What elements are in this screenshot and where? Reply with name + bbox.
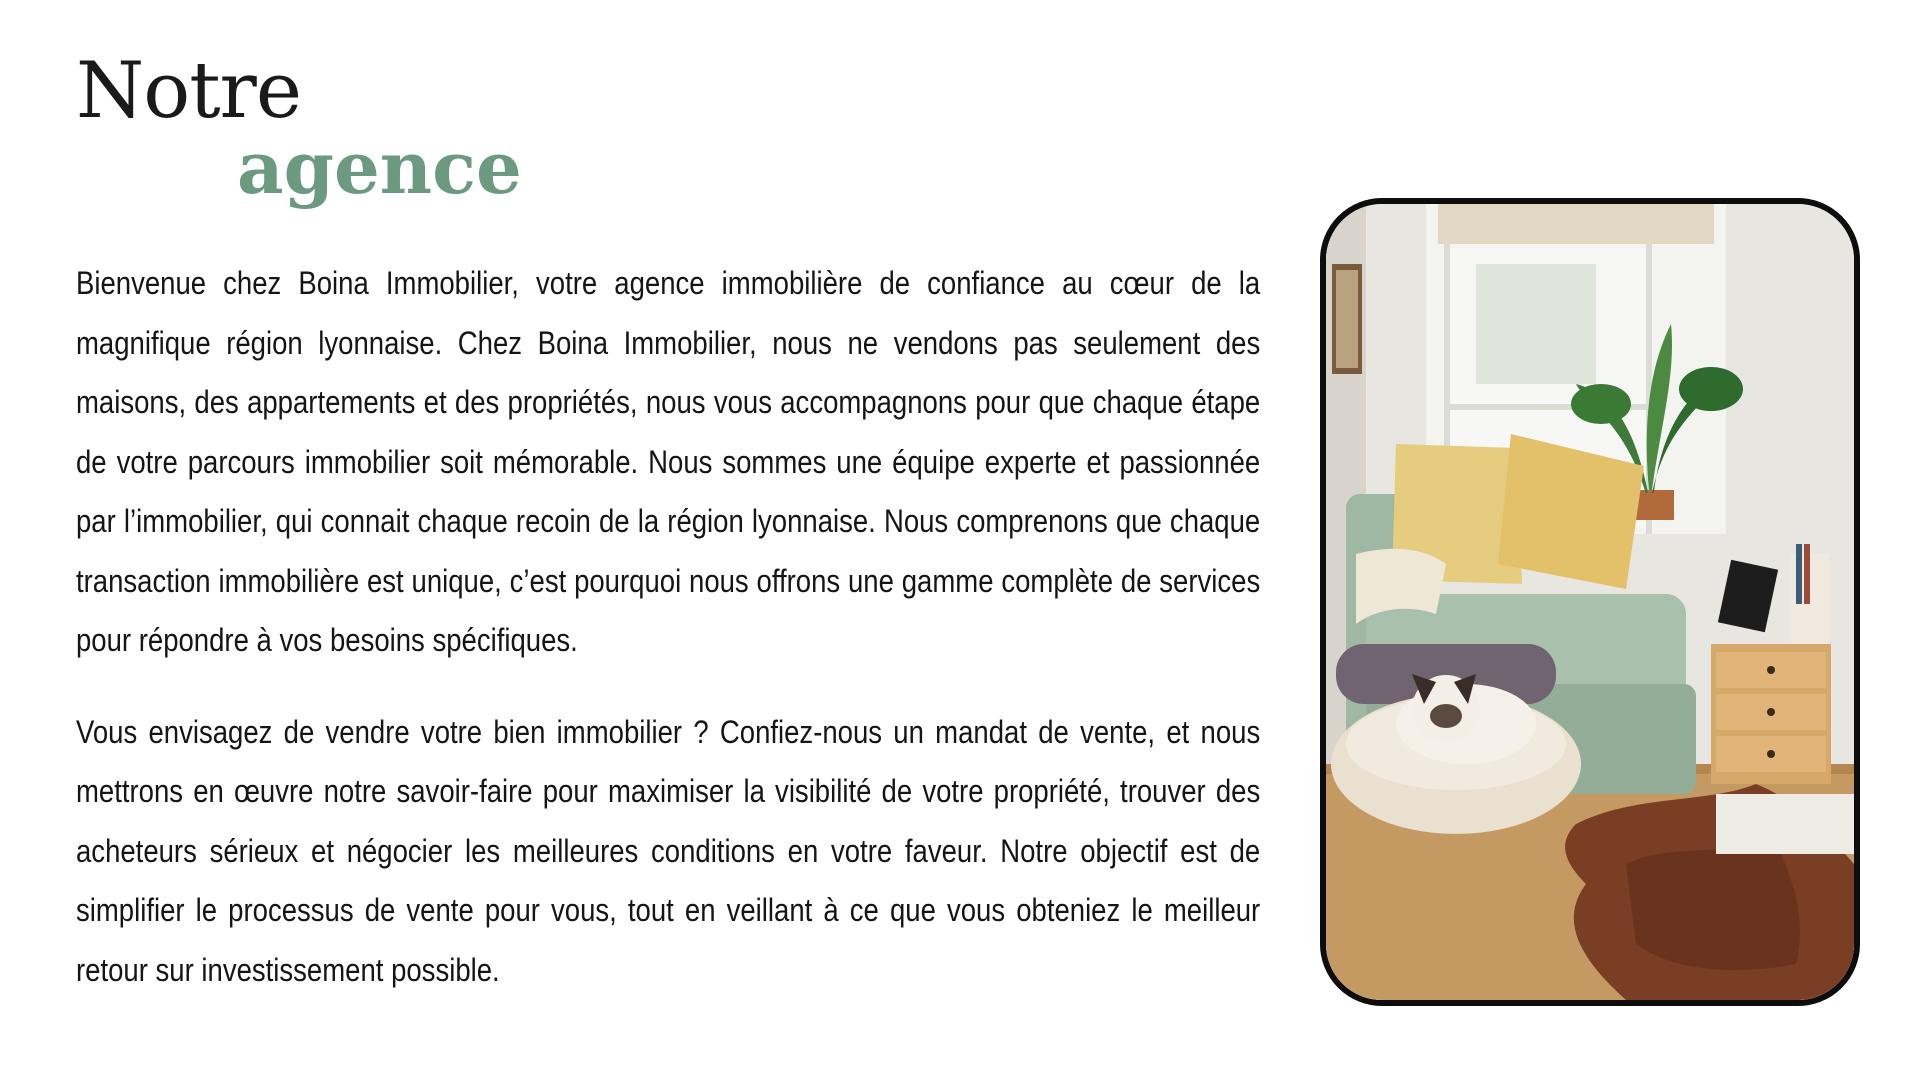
page-title-line-2: agence <box>237 125 522 210</box>
living-room-illustration <box>1326 204 1854 1000</box>
living-room-photo-icon <box>1320 198 1860 1006</box>
page-title-line-1: Notre <box>76 46 302 136</box>
paragraph-intro: Bienvenue chez Boina Immobilier, votre agence immobilière de confiance au cœur de la magnifique région lyonnaise. Chez Boina Immobilier, nous ne vendons pas seulement des maisons, des appartements et des propriétés, nous vous accompagnons pour que chaque étape de votre parcours immobilier soit mémorable. Nous sommes une équipe experte et passionnée par l’immobilier, qui connait chaque recoin de la région lyonnaise. Nous comprenons que chaque transaction immobilière est unique, c’est pourquoi nous offrons une gamme complète de services pour répondre à vos besoins spécifiques. <box>76 265 1261 658</box>
agency-description <box>76 254 1260 1000</box>
paragraph-sale-mandate: Vous envisagez de vendre votre bien immobilier ? Confiez-nous un mandat de vente, et nous mettrons en œuvre notre savoir-faire pour maximiser la visibilité de votre propriété, trouver des acheteurs sérieux et négocier les meilleures conditions en votre faveur. Notre objectif est de simplifier le processus de vente pour vous, tout en veillant à ce que vous obteniez le meilleur retour sur investissement possible. <box>76 713 1261 988</box>
